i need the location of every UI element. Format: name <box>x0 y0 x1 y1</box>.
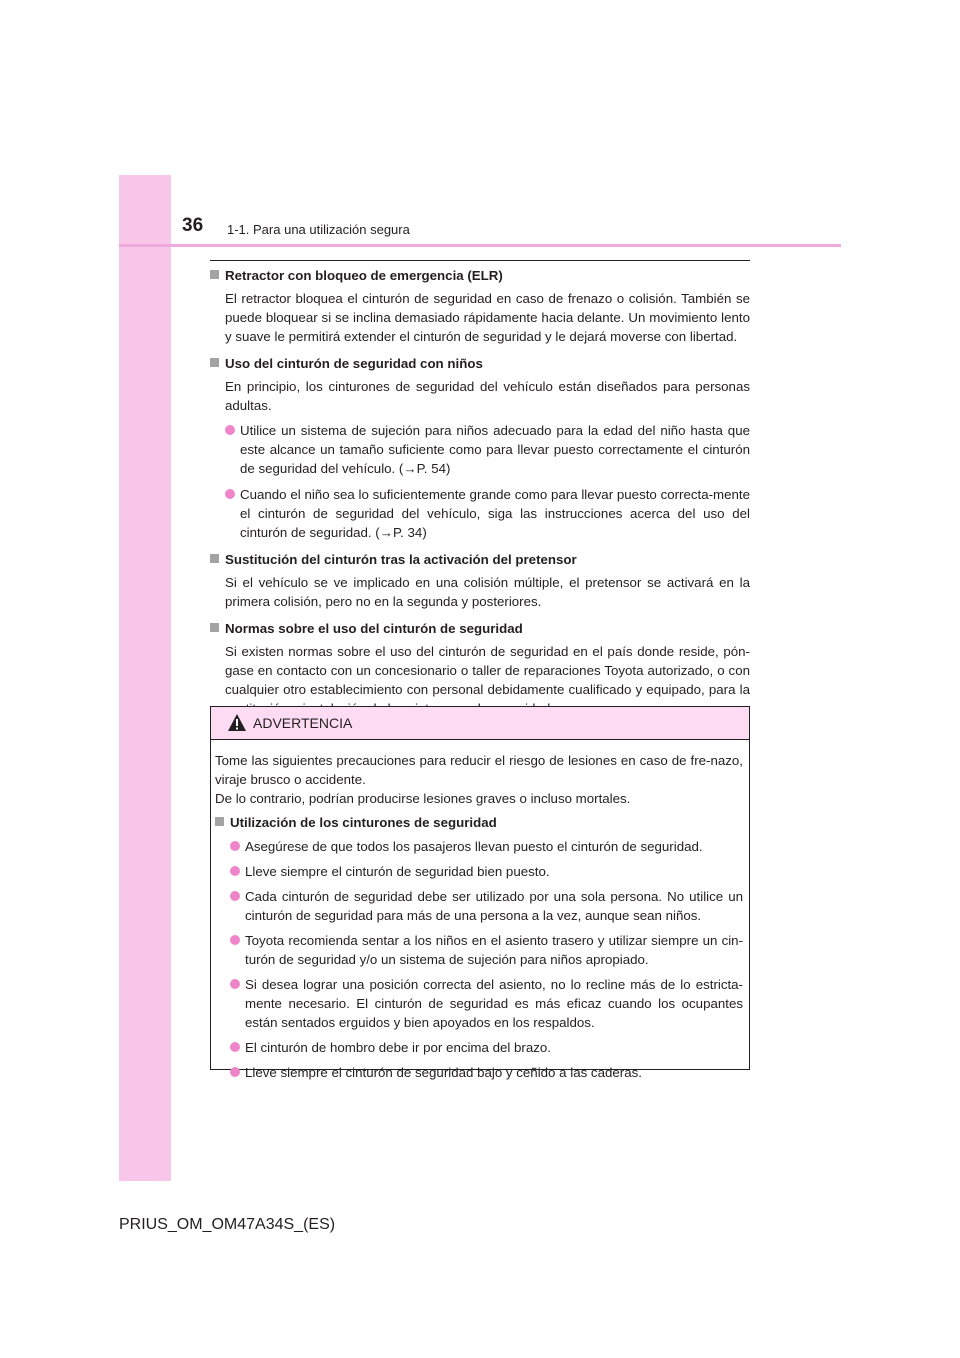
section-heading: Normas sobre el uso del cinturón de seguridad <box>210 619 750 638</box>
circle-bullet-icon <box>230 1067 240 1077</box>
warning-header <box>211 707 749 740</box>
section-paragraph: El retractor bloquea el cinturón de seguridad en caso de frenazo o colisión. También se puede bloquear si se inclina demasiado rápidamente hacia delante. Un movimiento lento y suave le permitirá extender el cinturón de seguridad y le dejará moverse con libertad. <box>225 291 750 344</box>
circle-bullet-icon <box>230 891 240 901</box>
section-heading: Sustitución del cinturón tras la activación del pretensor <box>210 550 750 569</box>
list-item: Utilice un sistema de sujeción para niños adecuado para la edad del niño hasta que este alcance un tamaño suficiente como para llevar puesto correctamente el cinturón de seguridad del vehículo. (→P. 54) <box>225 421 750 478</box>
circle-bullet-icon <box>230 866 240 876</box>
warning-body <box>211 740 749 1082</box>
footer-doc-code: PRIUS_OM_OM47A34S_(ES) <box>119 1216 336 1233</box>
list-item: Asegúrese de que todos los pasajeros llevan puesto el cinturón de seguridad. <box>230 837 743 856</box>
header-divider <box>119 244 841 247</box>
section-heading: Retractor con bloqueo de emergencia (ELR) <box>210 266 750 285</box>
circle-bullet-icon <box>230 841 240 851</box>
list-item: Lleve siempre el cinturón de seguridad bajo y ceñido a las caderas. <box>230 1063 743 1082</box>
warning-triangle-icon <box>227 713 247 732</box>
list-item: Cada cinturón de seguridad debe ser utilizado por una sola persona. No utilice un cinturón de seguridad para más de una persona a la vez, aunque sean niños. <box>230 887 743 925</box>
list-item: Si desea lograr una posición correcta del asiento, no lo recline más de lo estricta-mente necesario. El cinturón de seguridad es más eficaz cuando los ocupantes están sentados erguidos y bien apoyados en los respaldos. <box>230 975 743 1032</box>
page-number: 36 <box>182 215 204 236</box>
square-bullet-icon <box>210 358 219 367</box>
main-content <box>210 266 750 726</box>
section-heading: Uso del cinturón de seguridad con niños <box>210 354 750 373</box>
circle-bullet-icon <box>230 979 240 989</box>
square-bullet-icon <box>215 817 224 826</box>
circle-bullet-icon <box>225 425 235 435</box>
square-bullet-icon <box>210 270 219 279</box>
square-bullet-icon <box>210 623 219 632</box>
warning-title: ADVERTENCIA <box>253 715 353 731</box>
section-paragraph: En principio, los cinturones de seguridad del vehículo están diseñados para personas adultas. <box>225 379 750 413</box>
content-top-rule <box>210 260 750 261</box>
circle-bullet-icon <box>230 935 240 945</box>
warning-intro: Tome las siguientes precauciones para reducir el riesgo de lesiones en caso de fre-nazo, viraje brusco o accidente. De lo contrario, podrían producirse lesiones graves o incluso mortales. <box>215 753 743 806</box>
circle-bullet-icon <box>230 1042 240 1052</box>
warning-heading: Utilización de los cinturones de seguridad <box>215 813 743 832</box>
list-item: El cinturón de hombro debe ir por encima del brazo. <box>230 1038 743 1057</box>
section-title: 1-1. Para una utilización segura <box>227 222 410 237</box>
list-item: Toyota recomienda sentar a los niños en el asiento trasero y utilizar siempre un cin-turón de seguridad y/o un sistema de sujeción para niños apropiado. <box>230 931 743 969</box>
square-bullet-icon <box>210 554 219 563</box>
warning-box <box>210 706 750 1080</box>
circle-bullet-icon <box>225 489 235 499</box>
list-item: Lleve siempre el cinturón de seguridad bien puesto. <box>230 862 743 881</box>
side-tab-band <box>119 175 171 1181</box>
section-paragraph: Si el vehículo se ve implicado en una colisión múltiple, el pretensor se activará en la primera colisión, pero no en la segunda y posteriores. <box>225 575 750 609</box>
list-item: Cuando el niño sea lo suficientemente grande como para llevar puesto correcta-mente el cinturón de seguridad del vehículo, siga las instrucciones acerca del uso del cinturón de seguridad. (→P. 34) <box>225 485 750 542</box>
section-paragraph: Si existen normas sobre el uso del cinturón de seguridad en el país donde reside, pón-gase en contacto con un concesionario o taller de reparaciones Toyota autorizado, o con cualquier otro establecimiento con personal debidamente cualificado y equipado, para la <box>225 644 750 697</box>
